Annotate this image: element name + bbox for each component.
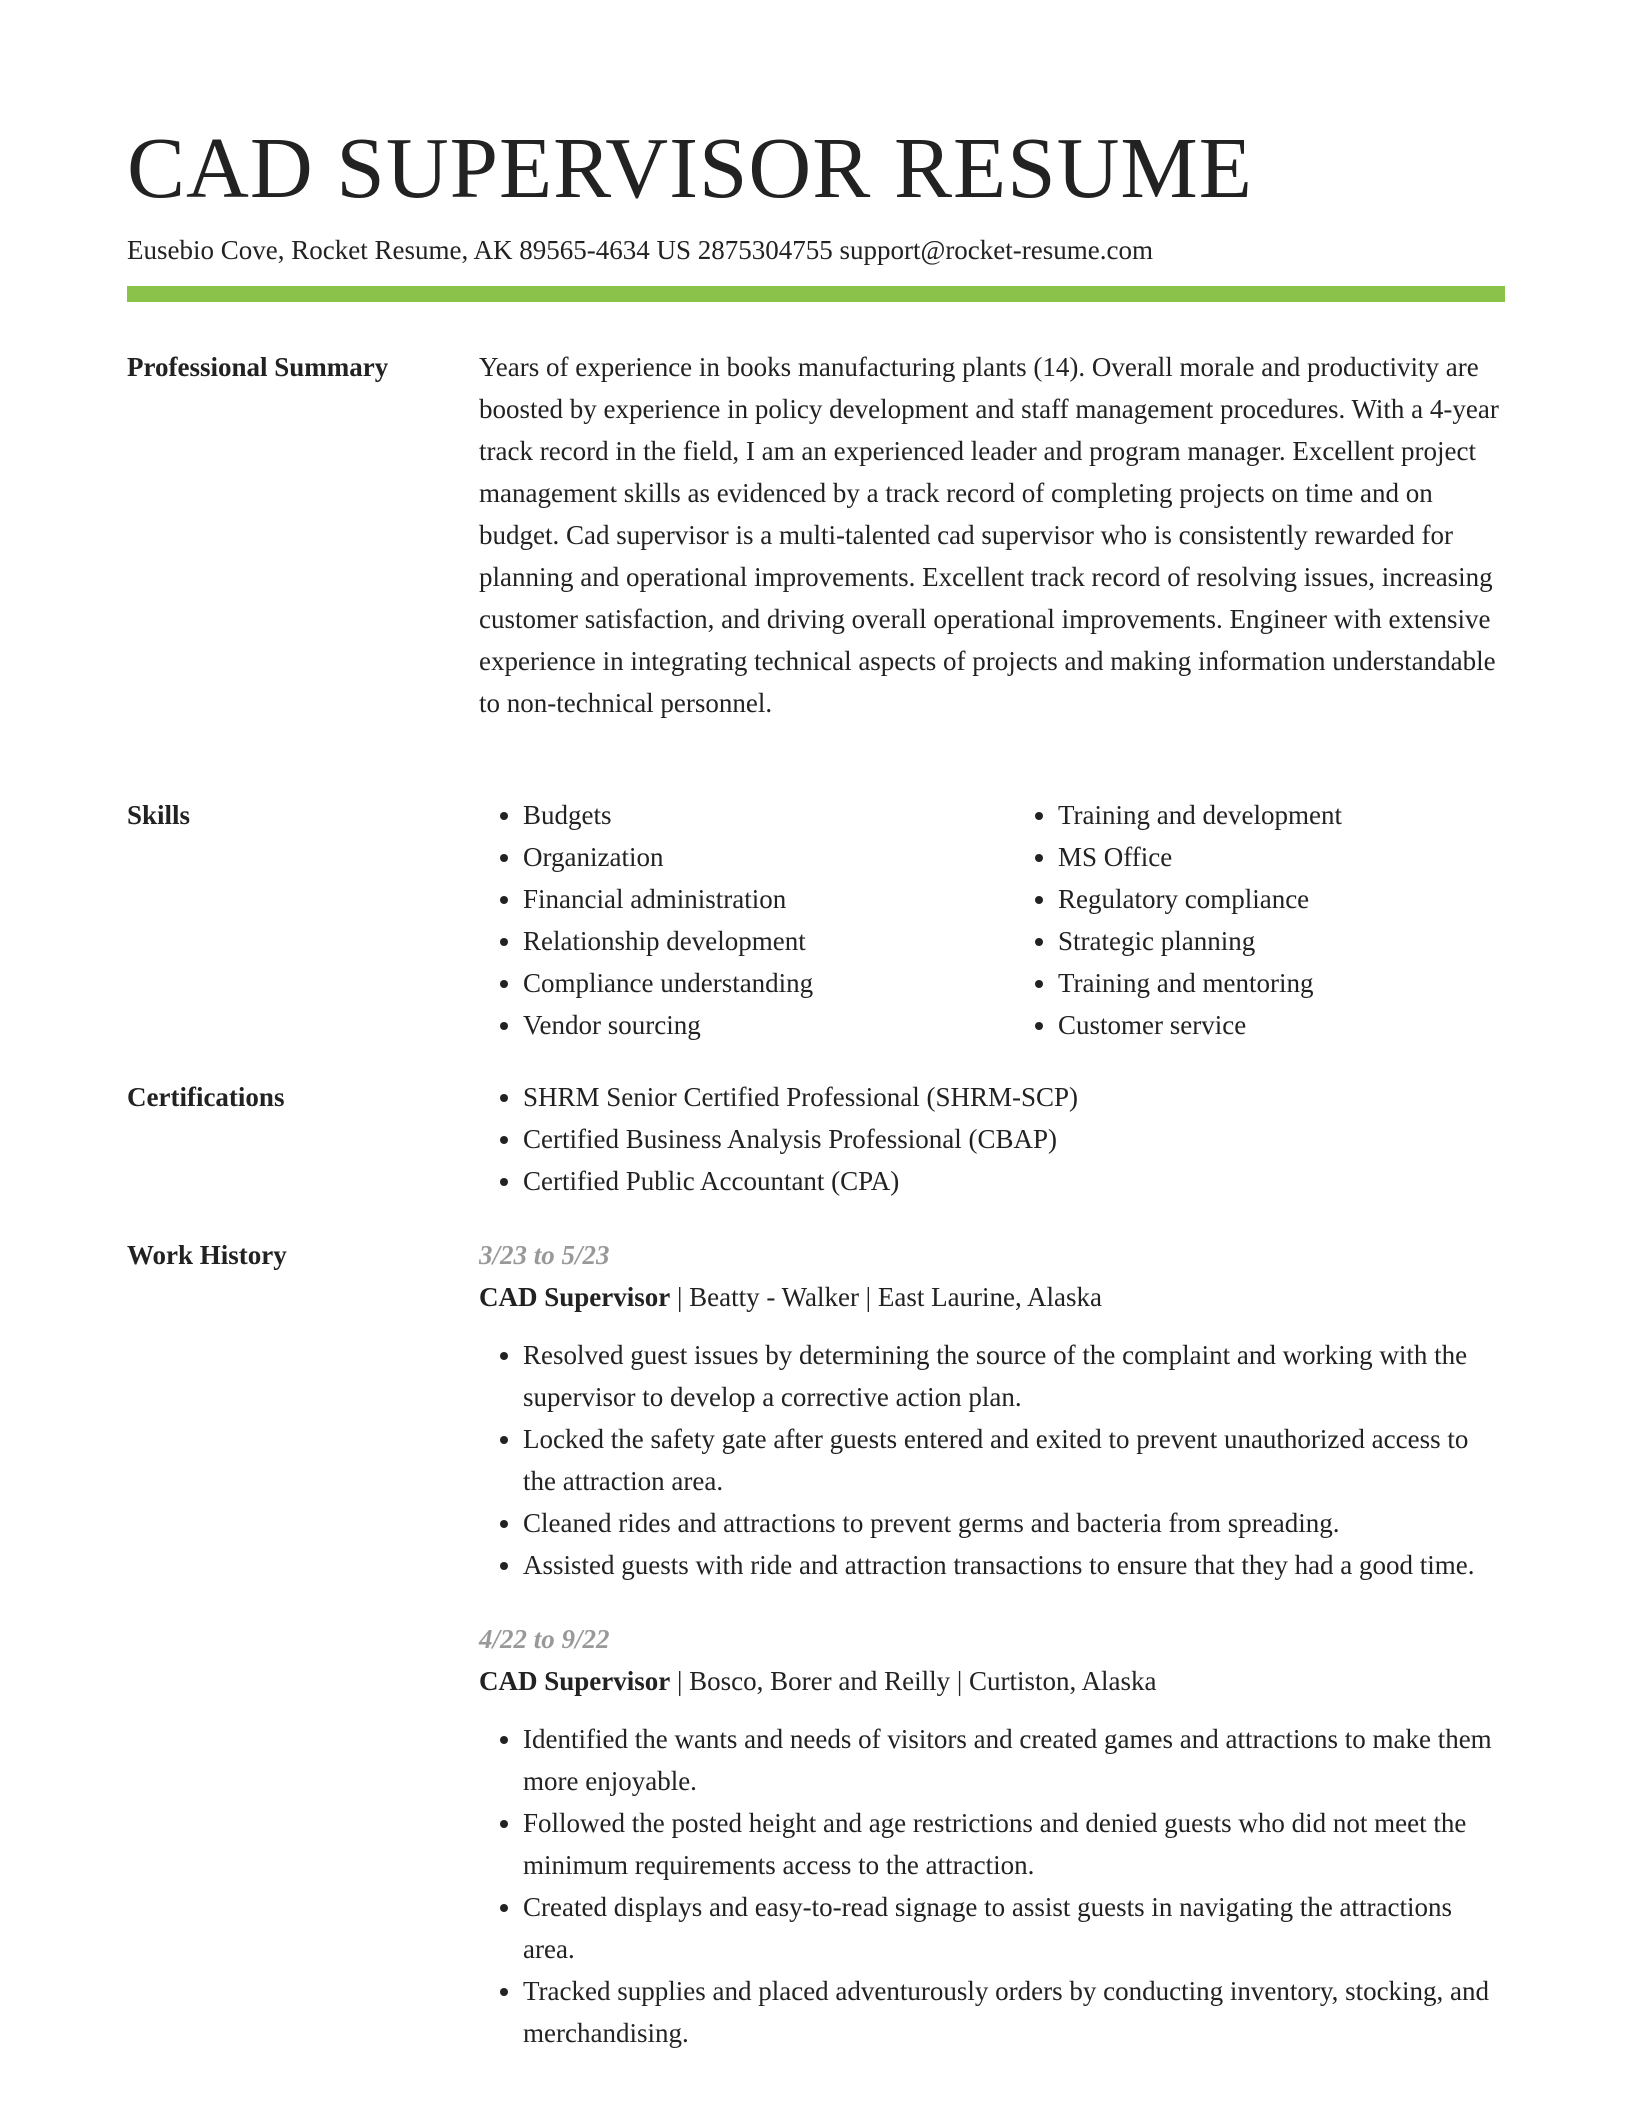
skill-item: • Compliance understanding bbox=[523, 962, 970, 1004]
job-bullet: • Cleaned rides and attractions to prevent germs and bacteria from spreading. bbox=[523, 1502, 1505, 1544]
certifications-list bbox=[479, 1076, 1505, 1202]
skill-item: • MS Office bbox=[1058, 836, 1505, 878]
skill-item: • Budgets bbox=[523, 794, 970, 836]
job-bullet: • Resolved guest issues by determining the source of the complaint and working with the supervisor to develop a corrective action plan. bbox=[523, 1334, 1505, 1418]
skill-item: • Training and mentoring bbox=[1058, 962, 1505, 1004]
job-bullet: • Identified the wants and needs of visitors and created games and attractions to make them more enjoyable. bbox=[523, 1718, 1505, 1802]
job-bullet: • Created displays and easy-to-read signage to assist guests in navigating the attractions area. bbox=[523, 1886, 1505, 1970]
certification-item: • Certified Public Accountant (CPA) bbox=[523, 1160, 1505, 1202]
skills-list-right bbox=[1014, 794, 1505, 1046]
skills-label: Skills bbox=[127, 800, 191, 830]
skills-list-left bbox=[479, 794, 970, 1046]
skill-item: • Regulatory compliance bbox=[1058, 878, 1505, 920]
job-title: CAD Supervisor bbox=[479, 1666, 671, 1696]
job-bullets bbox=[479, 1718, 1505, 2054]
job-bullets bbox=[479, 1334, 1505, 1586]
job-heading bbox=[479, 1660, 1505, 1702]
resume-title: CAD SUPERVISOR RESUME bbox=[127, 119, 1253, 216]
job-details: | Bosco, Borer and Reilly | Curtiston, Alaska bbox=[670, 1666, 1157, 1696]
job-heading bbox=[479, 1276, 1505, 1318]
skill-item: • Customer service bbox=[1058, 1004, 1505, 1046]
job-bullet: • Followed the posted height and age restrictions and denied guests who did not meet the minimum requirements access to the attraction. bbox=[523, 1802, 1505, 1886]
header-divider bbox=[127, 286, 1505, 302]
job-entry bbox=[479, 1234, 1505, 1586]
job-bullet: • Tracked supplies and placed adventurously orders by conducting inventory, stocking, and merchandising. bbox=[523, 1970, 1505, 2054]
job-entry bbox=[479, 1618, 1505, 2054]
work-history-content bbox=[479, 1234, 1505, 2054]
contact-line: Eusebio Cove, Rocket Resume, AK 89565-4634 US 2875304755 support@rocket-resume.com bbox=[127, 235, 1153, 265]
certifications-label: Certifications bbox=[127, 1082, 285, 1112]
skill-item: • Training and development bbox=[1058, 794, 1505, 836]
certification-item: • SHRM Senior Certified Professional (SHRM-SCP) bbox=[523, 1076, 1505, 1118]
job-dates: 3/23 to 5/23 bbox=[479, 1240, 610, 1270]
work-history-label: Work History bbox=[127, 1240, 287, 1270]
skill-item: • Financial administration bbox=[523, 878, 970, 920]
skill-item: • Organization bbox=[523, 836, 970, 878]
job-bullet: • Locked the safety gate after guests entered and exited to prevent unauthorized access to the attraction area. bbox=[523, 1418, 1505, 1502]
skills-content bbox=[479, 794, 1505, 1046]
certification-item: • Certified Business Analysis Professional (CBAP) bbox=[523, 1118, 1505, 1160]
job-details: | Beatty - Walker | East Laurine, Alaska bbox=[670, 1282, 1103, 1312]
skill-item: • Strategic planning bbox=[1058, 920, 1505, 962]
skill-item: • Relationship development bbox=[523, 920, 970, 962]
job-dates: 4/22 to 9/22 bbox=[479, 1624, 610, 1654]
summary-label: Professional Summary bbox=[127, 352, 389, 382]
skill-item: • Vendor sourcing bbox=[523, 1004, 970, 1046]
summary-text: Years of experience in books manufacturing plants (14). Overall morale and productivity are boosted by experience in policy development and staff management procedures. With a 4-year track record in the field, I am an experienced leader and program manager. Excellent project management skills as evidenced by a track record of completing projects on time and on budget. Cad supervisor is a multi-talented cad supervisor who is consistently rewarded for planning and operational improvements. Excellent track record of resolving issues, increasing customer satisfaction, and driving overall operational improvements. Engineer with extensive experience in integrating technical aspects of projects and making information understandable to non-technical personnel. bbox=[479, 352, 1499, 718]
job-bullet: • Assisted guests with ride and attraction transactions to ensure that they had a good time. bbox=[523, 1544, 1505, 1586]
certifications-content bbox=[479, 1076, 1505, 1202]
job-title: CAD Supervisor bbox=[479, 1282, 671, 1312]
summary-content bbox=[479, 346, 1505, 724]
